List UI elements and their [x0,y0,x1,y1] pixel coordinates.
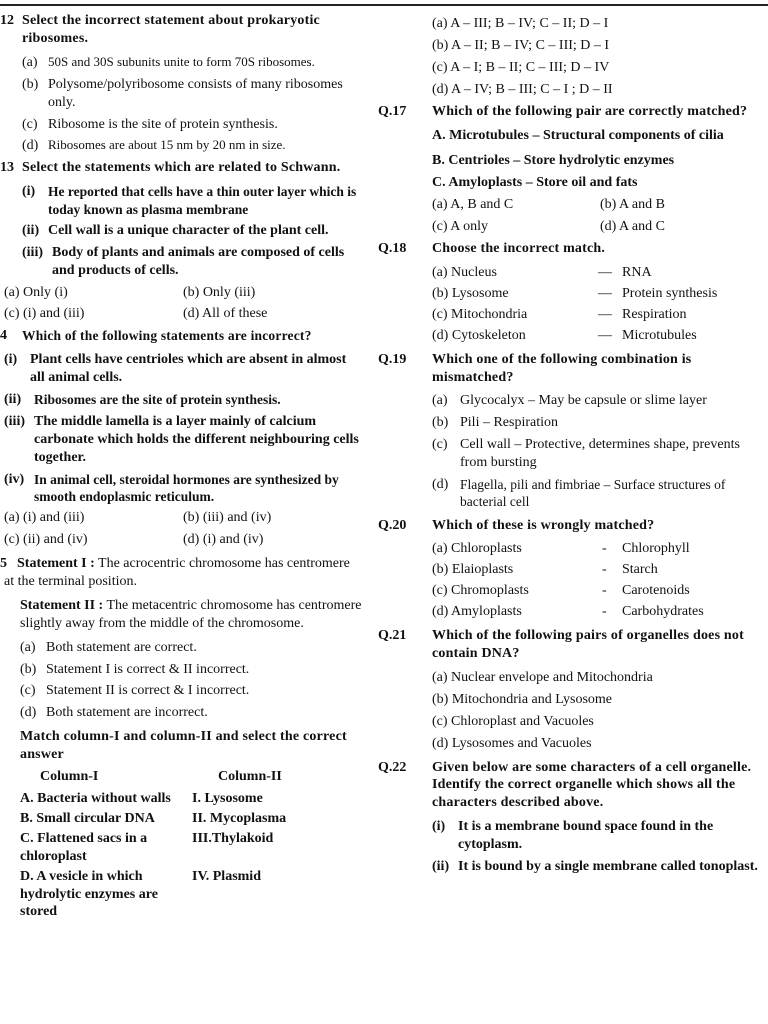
question-18 [378,240,768,258]
option: (d) Amyloplasts - Carbohydrates [432,604,704,620]
option: (d) A and C [600,219,665,235]
q15-options [20,639,362,723]
column-header: Column-II [218,769,282,785]
option: (c) Mitochondria — Respiration [432,306,687,322]
statement-label: Statement I : [17,556,95,571]
option: (b) (iii) and (iv) [183,510,272,526]
option: (b) A – II; B – IV; C – III; D – I [432,37,610,53]
question-17 [378,103,768,121]
match-row: B. Small circular DNA II. Mycoplasma [20,810,287,826]
option: (c) (ii) and (iv) [4,532,88,548]
option: (a) Both statement are correct. [20,639,197,655]
question-text: Given below are some characters of a cell organelle. Identify the correct organelle which shows all the characters described above. [432,759,752,811]
statement: (ii) Cell wall is a unique character of the plant cell. [22,222,329,238]
q16-options [432,15,768,99]
statement-text: The metacentric chromosome has centromere slightly away from the middle of the chromosome. [20,597,362,631]
q22-statements [432,818,768,876]
option: (c) (i) and (iii) [4,306,85,322]
q13-options [4,284,362,302]
q13-options [4,305,362,323]
statement: (i) It is a membrane bound space found in the cytoplasm. [432,819,714,853]
match-table [20,790,362,921]
question-12 [0,12,362,48]
question-number: Q.19 [378,351,407,367]
question-number: Q.18 [378,241,407,257]
q17-options [432,218,768,236]
question-text: Choose the incorrect match. [432,241,606,257]
statement: (iii) The middle lamella is a layer mainly of calcium carbonate which holds the different neighbouring cells together. [4,413,359,465]
option: (a) 50S and 30S subunits unite to form 70S ribosomes. [22,53,315,70]
question-number: Q.17 [378,103,407,119]
option: (a) Only (i) [4,284,68,300]
question-number: 13 [0,160,14,176]
question-22 [378,759,768,813]
option: (a) (i) and (iii) [4,510,85,526]
q13-statements [22,183,362,279]
statement: (iii) Body of plants and animals are composed of cells and products of cells. [22,244,345,278]
option: (a) A, B and C [432,197,514,213]
option: (a) Nucleus — RNA [432,264,652,280]
q12-options [22,54,362,156]
statement-label: Statement II : [20,597,104,613]
item: B. Centrioles – Store hydrolytic enzymes [432,153,675,169]
option: (a) Nuclear envelope and Mitochondria [432,669,653,685]
question-text: Which one of the following combination is mismatched? [432,351,692,385]
question-21 [378,627,768,663]
option: (d) All of these [183,306,268,322]
option: (c) A only [432,219,488,235]
statement: (ii) It is bound by a single membrane called tonoplast. [432,859,758,875]
question-text: Which of these is wrongly matched? [432,517,655,533]
match-row: A. Bacteria without walls I. Lysosome [20,790,263,806]
item: C. Amyloplasts – Store oil and fats [432,175,638,191]
q21-options [432,669,768,753]
top-rule [0,4,768,6]
statement: (i) Plant cells have centrioles which are absent in almost all animal cells. [4,352,347,386]
question-14 [0,327,362,345]
option: (c) Cell wall – Protective, determines shape, prevents from bursting [432,437,740,471]
match-column-headers [40,768,362,786]
q14-options [4,531,362,549]
question-number: Q.21 [378,628,407,644]
statement: (ii) Ribosomes are the site of protein synthesis. [4,392,281,408]
option: (c) Chromoplasts - Carotenoids [432,583,690,599]
option: (c) Ribosome is the site of protein synthesis. [22,116,278,132]
question-20 [378,517,768,535]
q20-options [432,540,768,621]
statement: (iv) In animal cell, steroidal hormones are synthesized by smooth endoplasmic reticulum. [4,471,339,504]
q14-statements [4,351,362,505]
q18-options [432,264,768,345]
question-number: 12 [0,13,14,28]
option: (b) Pili – Respiration [432,415,558,431]
question-number: 4 [0,328,7,344]
option: (b) A and B [600,197,665,213]
q19-options [432,392,768,510]
q14-options [4,509,362,527]
option: (b) Lysosome — Protein synthesis [432,285,718,301]
option: (d) Cytoskeleton — Microtubules [432,327,697,343]
option: (b) Only (iii) [183,284,256,300]
option: (b) Polysome/polyribosome consists of many ribosomes only. [22,76,343,110]
question-text: Select the incorrect statement about prokaryotic ribosomes. [22,13,320,46]
option: (a) Glycocalyx – May be capsule or slime layer [432,393,707,409]
question-text: Which of the following pairs of organelles does not contain DNA? [432,628,744,661]
match-row: C. Flattened sacs in a chloroplast III.Thylakoid [20,830,274,864]
option: (d) A – IV; B – III; C – I ; D – II [432,81,613,97]
question-19 [378,351,768,387]
question-16-text: Match column-I and column-II and select the correct answer [20,729,347,763]
match-row: D. A vesicle in which hydrolytic enzymes are stored IV. Plasmid [20,868,261,920]
q17-options [432,196,768,214]
question-15 [0,555,362,591]
question-number: Q.22 [378,759,407,775]
option: (d) Flagella, pili and fimbriae – Surface structures of bacterial cell [432,477,726,510]
option: (c) A – I; B – II; C – III; D – IV [432,59,610,75]
option: (b) Mitochondria and Lysosome [432,691,613,707]
question-13 [0,159,362,177]
left-column [0,12,362,923]
option: (c) Statement II is correct & I incorrect. [20,683,250,699]
statement: (i) He reported that cells have a thin outer layer which is today known as plasma membrane [22,184,357,217]
question-number: 5 [0,556,7,571]
question-text: Which of the following statements are incorrect? [22,328,312,344]
statement-text: The acrocentric chromosome has centromere at the terminal position. [4,556,350,589]
option: (c) Chloroplast and Vacuoles [432,713,594,729]
option: (b) Elaioplasts - Starch [432,562,658,578]
right-column [378,12,768,880]
option: (d) (i) and (iv) [183,532,264,548]
question-text: Select the statements which are related to Schwann. [22,160,341,176]
question-text: Which of the following pair are correctly matched? [432,103,748,119]
option: (a) A – III; B – IV; C – II; D – I [432,16,609,31]
option: (d) Ribosomes are about 15 nm by 20 nm in size. [22,137,286,154]
q15-statement-2 [20,597,362,633]
column-header: Column-I [40,769,99,785]
q17-items [432,127,768,237]
option: (a) Chloroplasts - Chlorophyll [432,541,690,557]
option: (b) Statement I is correct & II incorrect. [20,661,250,677]
question-number: Q.20 [378,517,407,533]
item: A. Microtubules – Structural components of cilia [432,127,724,143]
option: (d) Both statement are incorrect. [20,705,208,721]
option: (d) Lysosomes and Vacuoles [432,735,592,751]
